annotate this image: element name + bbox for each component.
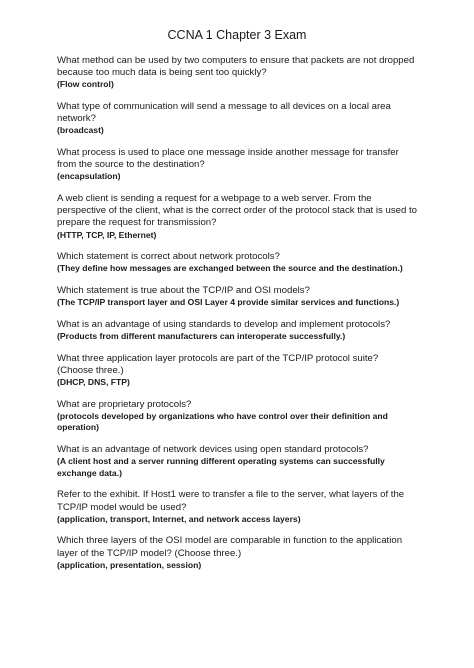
question-text: What are proprietary protocols?: [57, 398, 192, 410]
qa-item-7: [57, 319, 417, 343]
question-text: Refer to the exhibit. If Host1 were to transfer a file to the server, what layers of the TCP/IP model would be used?: [57, 489, 405, 513]
question-text: What is an advantage of using standards to develop and implement protocols?: [57, 318, 391, 330]
qa-item-2: [57, 101, 417, 137]
answer-text: (application, transport, Internet, and network access layers): [57, 513, 301, 524]
answer-text: (A client host and a server running different operating systems can successfully exchange data.): [57, 456, 385, 478]
question-text: What three application layer protocols are part of the TCP/IP protocol suite? (Choose three.): [57, 352, 379, 376]
answer-text: (They define how messages are exchanged between the source and the destination.): [57, 263, 403, 274]
answer-text: (DHCP, DNS, FTP): [57, 377, 130, 387]
qa-item-10: [57, 444, 417, 479]
question-text: What type of communication will send a message to all devices on a local area network?: [57, 101, 391, 125]
qa-item-4: [57, 193, 417, 241]
document-title: CCNA 1 Chapter 3 Exam: [167, 28, 307, 42]
qa-item-9: [57, 399, 417, 434]
answer-text: (protocols developed by organizations who have control over their definition and operation): [57, 410, 388, 433]
question-text: Which statement is true about the TCP/IP and OSI models?: [57, 285, 310, 296]
qa-item-5: [57, 251, 417, 275]
qa-item-6: [57, 285, 417, 309]
answer-text: (The TCP/IP transport layer and OSI Layer 4 provide similar services and functions.): [57, 297, 400, 308]
answer-text: (broadcast): [57, 125, 104, 136]
qa-item-11: [57, 489, 417, 525]
question-text: Which statement is correct about network protocols?: [57, 251, 280, 263]
qa-item-1: [57, 55, 417, 91]
answer-text: (HTTP, TCP, IP, Ethernet): [57, 229, 157, 240]
qa-item-8: [57, 353, 417, 389]
question-list: [57, 55, 417, 581]
answer-text: (Flow control): [57, 79, 114, 90]
qa-item-12: [57, 535, 417, 571]
question-text: What method can be used by two computers to ensure that packets are not dropped because too much data is being sent too quickly?: [57, 55, 415, 79]
question-text: A web client is sending a request for a webpage to a web server. From the perspective of the client, what is the correct order of the protocol stack that is used to prepare the request for transmission?: [57, 193, 417, 229]
question-text: What process is used to place one message inside another message for transfer from the source to the destination?: [57, 147, 399, 171]
question-text: Which three layers of the OSI model are comparable in function to the application layer of the TCP/IP model? (Choose three.): [57, 535, 403, 559]
question-text: What is an advantage of network devices using open standard protocols?: [57, 443, 369, 455]
answer-text: (encapsulation): [57, 171, 121, 182]
answer-text: (application, presentation, session): [57, 559, 202, 570]
answer-text: (Products from different manufacturers can interoperate successfully.): [57, 331, 346, 341]
qa-item-3: [57, 147, 417, 183]
